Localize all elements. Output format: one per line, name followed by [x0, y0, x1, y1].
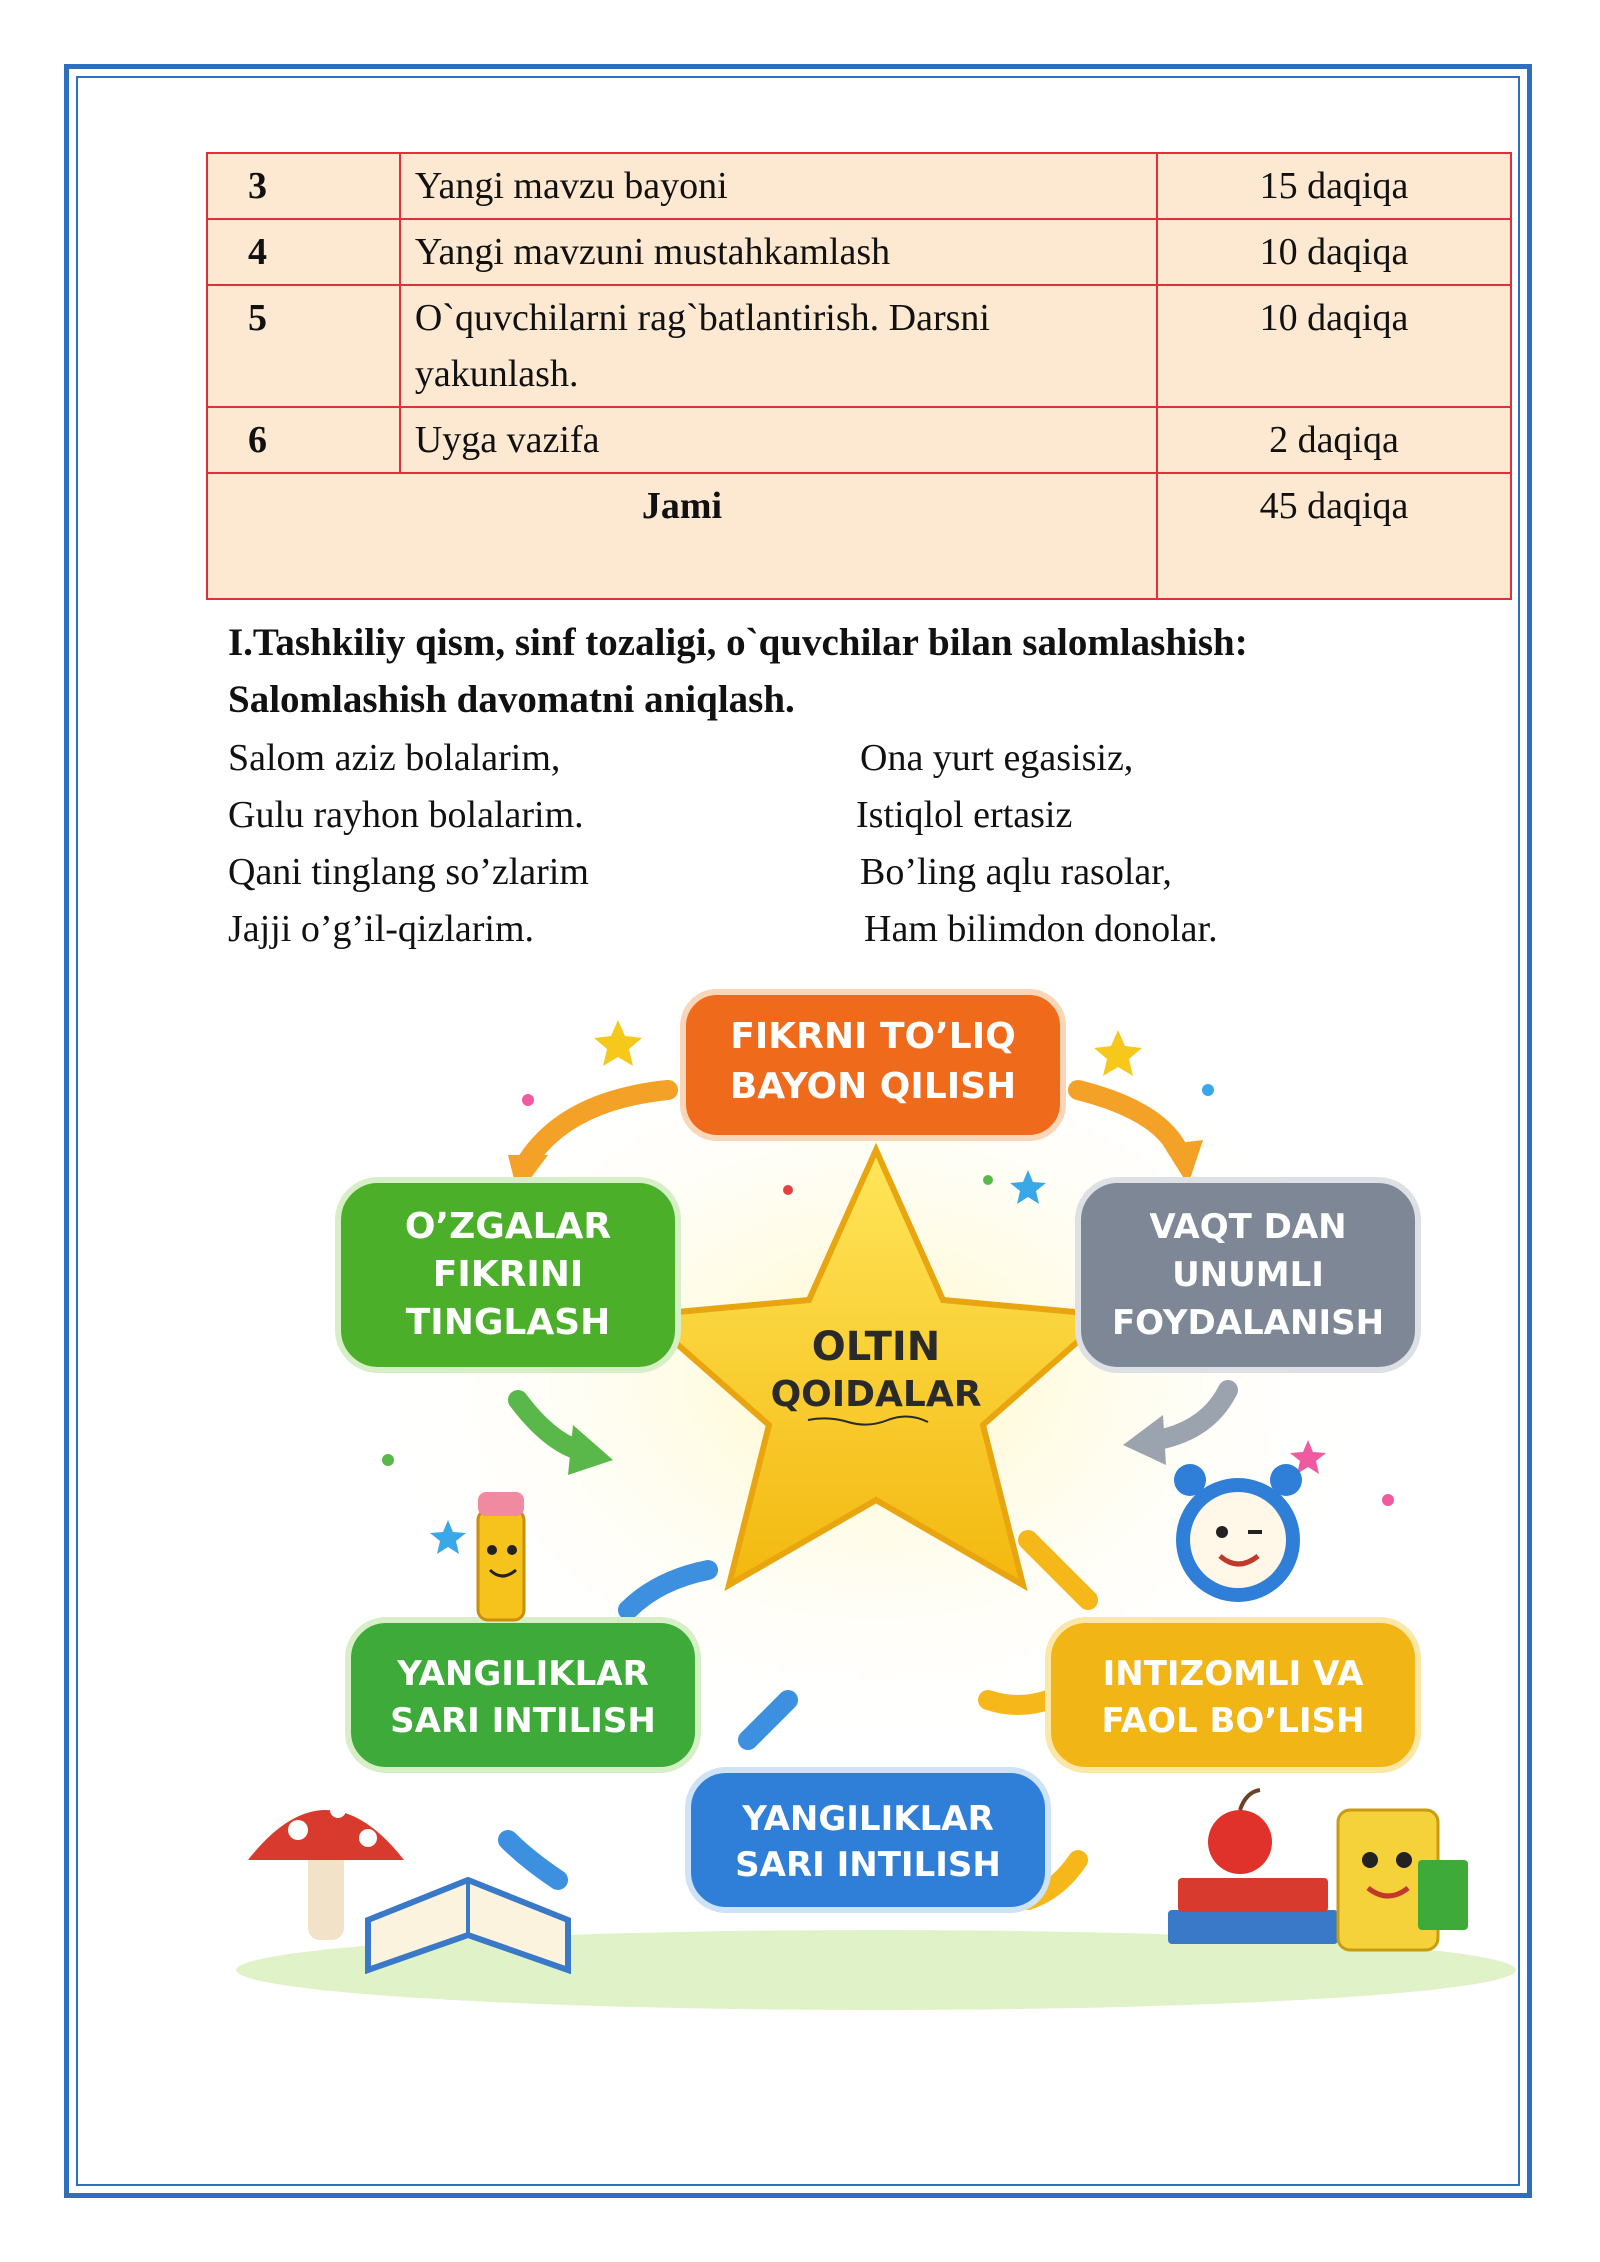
- rule-lower-right-line1: INTIZOMLI VA: [1102, 1654, 1364, 1694]
- row-task: Yangi mavzuni mustahkamlash: [400, 219, 1157, 285]
- row-time: 2 daqiqa: [1157, 407, 1511, 473]
- total-label: Jami: [207, 473, 1157, 599]
- books-and-apple-icon: [1168, 1790, 1338, 1944]
- poem-line: Ham bilimdon donolar.: [864, 908, 1218, 950]
- row-number: 3: [207, 153, 400, 219]
- poem-line: Salom aziz bolalarim,: [228, 737, 561, 779]
- table-row: [207, 153, 1511, 219]
- poem-line: Bo’ling aqlu rasolar,: [860, 851, 1172, 893]
- poem-line: Gulu rayhon bolalarim.: [228, 794, 584, 836]
- row-time: 10 daqiqa: [1157, 285, 1511, 407]
- rule-pill-left: [338, 1180, 678, 1370]
- rule-pill-lower-right: [1048, 1620, 1418, 1770]
- rule-right-line1: VAQT DAN: [1149, 1207, 1347, 1247]
- rule-right-line3: FOYDALANISH: [1111, 1303, 1385, 1343]
- rule-top-line2: BAYON QILISH: [729, 1066, 1017, 1107]
- rule-pill-right: [1078, 1180, 1418, 1370]
- star-title-line2: QOIDALAR: [770, 1374, 982, 1415]
- book-character-icon: [1338, 1810, 1468, 1950]
- rule-bottom-line1: YANGILIKLAR: [742, 1799, 994, 1839]
- rule-pill-lower-left: [348, 1620, 698, 1770]
- poem-right-column: [856, 730, 1218, 958]
- row-time: 15 daqiqa: [1157, 153, 1511, 219]
- rule-lower-left-line1: YANGILIKLAR: [397, 1654, 649, 1694]
- table-row: [207, 407, 1511, 473]
- table-row: [207, 285, 1511, 407]
- table-row: [207, 219, 1511, 285]
- alarm-clock-character-icon: [1174, 1464, 1302, 1602]
- row-task: Yangi mavzu bayoni: [400, 153, 1157, 219]
- pencil-character-icon: [478, 1492, 524, 1620]
- rule-lower-right-line2: FAOL BO’LISH: [1101, 1701, 1365, 1741]
- row-number: 5: [207, 285, 400, 407]
- poem-line: Jajji o’g’il-qizlarim.: [228, 908, 535, 950]
- table-total-row: [207, 473, 1511, 599]
- row-task: Uyga vazifa: [400, 407, 1157, 473]
- rule-lower-left-line2: SARI INTILISH: [390, 1701, 656, 1741]
- lesson-plan-table: [206, 152, 1512, 600]
- rule-right-line2: UNUMLI: [1172, 1255, 1324, 1295]
- golden-rules-illustration: [228, 980, 1524, 2020]
- section-heading: I.Tashkiliy qism, sinf tozaligi, o`quvchilar bilan salomlashish: Salomlashish davomatni aniqlash.: [228, 621, 1248, 721]
- poem-left-column: [228, 730, 589, 958]
- poem-line: Ona yurt egasisiz,: [860, 737, 1134, 779]
- row-task: O`quvchilarni rag`batlantirish. Darsni yakunlash.: [400, 285, 1157, 407]
- total-time: 45 daqiqa: [1157, 473, 1511, 599]
- poem-line: Istiqlol ertasiz: [856, 794, 1073, 836]
- star-title-line1: OLTIN: [811, 1324, 941, 1370]
- rule-top-line1: FIKRNI TO’LIQ: [730, 1016, 1016, 1057]
- rule-bottom-line2: SARI INTILISH: [735, 1845, 1001, 1885]
- rule-left-line3: TINGLASH: [405, 1302, 611, 1343]
- poem-line: Qani tinglang so’zlarim: [228, 851, 589, 893]
- rule-pill-top: [683, 992, 1063, 1138]
- rule-left-line2: FIKRINI: [432, 1254, 584, 1295]
- row-number: 4: [207, 219, 400, 285]
- row-number: 6: [207, 407, 400, 473]
- rule-pill-bottom: [688, 1770, 1048, 1910]
- row-time: 10 daqiqa: [1157, 219, 1511, 285]
- rule-left-line1: O’ZGALAR: [404, 1206, 612, 1247]
